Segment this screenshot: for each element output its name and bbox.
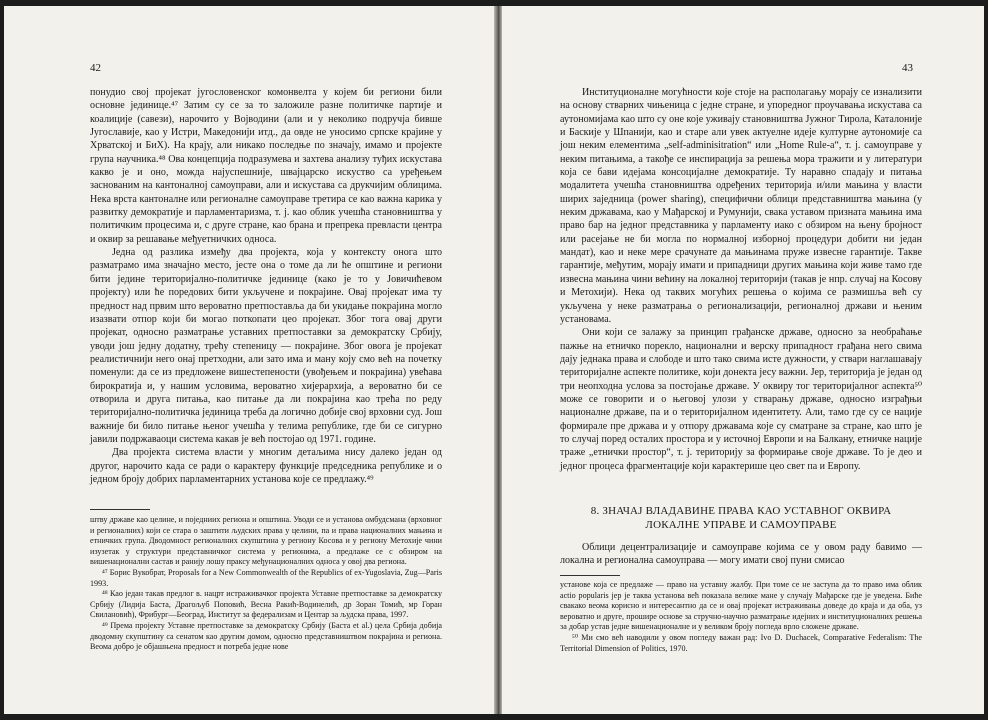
body-text — [560, 541, 922, 568]
footnote: ⁴⁸ Као један такав предлог в. нацрт истраживачког пројекта Уставне претпоставке за демократску Србију (Лидија Баста, Драгољуб Поповић, Весна Ракић-Водинелић, др Зоран Томић, мр Горан Свилановић), Фрибург—Београд, Институт за федерализам и Центар за људска права, 1997. — [90, 589, 442, 620]
right-page — [502, 6, 984, 714]
footnote: ⁴⁷ Борис Вукобрат, Proposals for a New Commonwealth of the Republics of ex-Yugoslavia, Zug—Paris 1993. — [90, 567, 442, 588]
footnote-rule — [560, 575, 620, 576]
page-number: 42 — [90, 62, 101, 74]
footnote: штву државе као целине, и поједниих региона и општина. Уводи се и установа омбудсмана (врховног и регионалних) који се стара о заштити људских права у целини, па и права националних мањина и етничких група. Дводомност регионалних скупштина у региону Косова и у региону Метохије чини изузетак у структури представничког система у регионима, а предлаже се с обзиром на вишенационални састав и ранију лошу праксу међунационалних односа у овој два региона. — [90, 515, 442, 567]
paragraph: Једна од разлика између два пројекта, која у контексту онога што разматрамо има значајно место, јесте она о томе да ли ће општине и региони бити једине територијално-политичке јединице (како је то у Јовичићевом пројекту) или ће поредових бити укључене и покрајине. Овај пројекат има ту предност над првим што вероватно претпоставља да би укидање покрајина могло изазвати отпор који би могао поткопати цео пројекат. Због тога овај други пројекат, односно разматрање уставних претпоставки за демократску Србију, уводи још једну додатну, трећу степеницу — покрајине. Због овога је пројекат реалистичнији него онај претходни, али зато има и ману коју смо већ на почетку поменули: да се из предложене вишестепености (увођењем и покрајина) увећава бирократија и, у нашим условима, вероватно хијерархија, а вероватно би се отворила и друга питања, као питање да ли покрајина као трећа по реду територијално-политичка јединица треба да логично добије свој врховни суд. Још важније би било питање њеног учешћа у телима републике, где би се сигурно јавили подржаваоци система какав је већ постојао од 1971. године. — [90, 247, 442, 445]
paragraph: Два пројекта система власти у многим детаљима нису далеко један од другог, нарочито када се ради о карактеру функције председника републике и о једном броју добрих парламентарних установа које се предлажу.⁴⁹ — [90, 447, 442, 485]
paragraph: Институционалне могућности које стоје на располагању морају се изнализити на основу стварних чињеница с једне стране, и упоредног проучавања искустава са аутономијама као што су оне које уживају становништва Јужног Тирола, Каталоније и Баскије у Шпанији, као и старе али увек актуелне идеје културне аутономије са још неким елементима „self-adminisitration“ или „Home Rule-a“, т. ј. самоуправе у неким питањима, а такође се инспирација за решења мора тражити и у литератури која се бави идејама консоцијалне демократије. Ту наравно спадају и питања модалитета учешћа становништва одређених територија и/или мањина у власти ширих заједница (power sharing), специфични облици представништва мањина (у неким државама, као у Мађарској и Румунији, свака уставом призната мањина има право бар на једног представника у парламенту иако с обзиром на њену бројност или расејање не би могла по нормалној изборној процедури добити ни један мандат), као и неке мере срачунате да мањинама пруже извесне гарантије. Такве гарантије, међутим, морају имати и припадници других мањина који живе тамо где извесна мањина чини већину на локалној територији (такав је нпр. случај на Косову и Метохији). Нека од таквих могућих решења о којима се размишља већ су укључена у неке разматрања о регионализацији, регионалној држави и њеним установама. — [560, 87, 922, 325]
footnote: ⁵⁰ Ми смо већ наводили у овом погледу важан рад: Ivo D. Duchacek, Comparative Federalism: The Territorial Dimension of Politics, 1970. — [560, 632, 922, 653]
paragraph: Они који се залажу за принцип грађанске државе, односно за необраћање пажње на етничко порекло, национални и верску припадност грађана него свима дају једнака права и слободе и што тако свима исте дужности, у ствари наглашавају територијалне аспекте политике, који донекта јесу важни. Јер, територија је један од три неопходна услова за постојање државе. У оквиру тог територијалног аспекта⁵⁰ може се говорити и о његовој улози у стварању државе, односно изграђњи националне државе, па и о територијалном идентитету. Али, тамо где су се нације формирале пре држава и у отпору државама које су сматране за стране, као што је то случај поред осталих простора и у источној Европи и на Балкану, етничке нације траже „етнички простор“, т. ј. територију за формирање своје државе. То је део и једног процеса фрагментације који карактерише цео свет па и Европу. — [560, 327, 922, 472]
footnote: установе која се предлаже — право на уставну жалбу. При томе се не заступа да то право има облик actio popularis јер је таква установа већ показала велике мане у случају Мађарске где је уведена. Биће свакако веома корисно и интересантно да се и овај пројекат истраживања доведе до краја и да оба, уз вероватно и друге, прошире основе за стручно-научно разматрање идејних и институционалних решења за добар устав једне вишенационалне и у великом броју погледа врло сложене државе. — [560, 580, 922, 632]
body-text — [90, 86, 442, 486]
section-heading — [560, 504, 922, 532]
body-text — [560, 86, 922, 473]
book-gutter — [494, 6, 502, 714]
heading-line: ЛОКАЛНЕ УПРАВЕ И САМОУПРАВЕ — [645, 519, 837, 531]
left-page — [4, 6, 494, 714]
heading-line: 8. ЗНАЧАЈ ВЛАДАВИНЕ ПРАВА КАО УСТАВНОГ ОКВИРА — [590, 505, 892, 517]
page-number: 43 — [902, 62, 913, 74]
footnote-rule — [90, 509, 150, 510]
footnotes — [90, 515, 442, 653]
footnotes — [560, 580, 922, 654]
footnote: ⁴⁹ Према пројекту Уставне претпоставке за демократску Србију (Баста et al.) цела Србија добија дводомну скупштину са сенатом као другим домом, односно представништвом покрајина и регионa. Веома добро је објашњена предност и потреба једне нове — [90, 620, 442, 652]
paragraph: понудио свој пројекат југословенског комонвелта у којем би региони били основне јединице.⁴⁷ Затим су се за то заложиле разне политичке партије и коалиције (савези), нарочито у Војводини (али и у неколико подручја бивше Југославије, као у Истри, Македонији итд., да овде не уносимо српске крајине у Хрватској и БиХ). На крају, али никако последње по значају, имамо и пројекте група научника.⁴⁸ Ова концепција подразумева и захтева анализу туђих искустава какво је и оно, можда најуспешније, швајцарско искуство са уређењем заснованим на кантоналној самоуправи, али и искустава са друкчијим облицима. Нека врста кантоналне или регионалне самоуправе третира се као важна карика у развитку демократије и парламентаризма, т. ј. као облик учешћа становништва у политичким процесима и, с друге стране, као брана и препрека превласти центра и оквир за решавање међуетничких односа. — [90, 87, 442, 245]
paragraph: Облици децентрализације и самоуправе којима се у овом раду бавимо — локална и регионална самоуправа — могу имати свој пуни смисао — [560, 542, 922, 567]
